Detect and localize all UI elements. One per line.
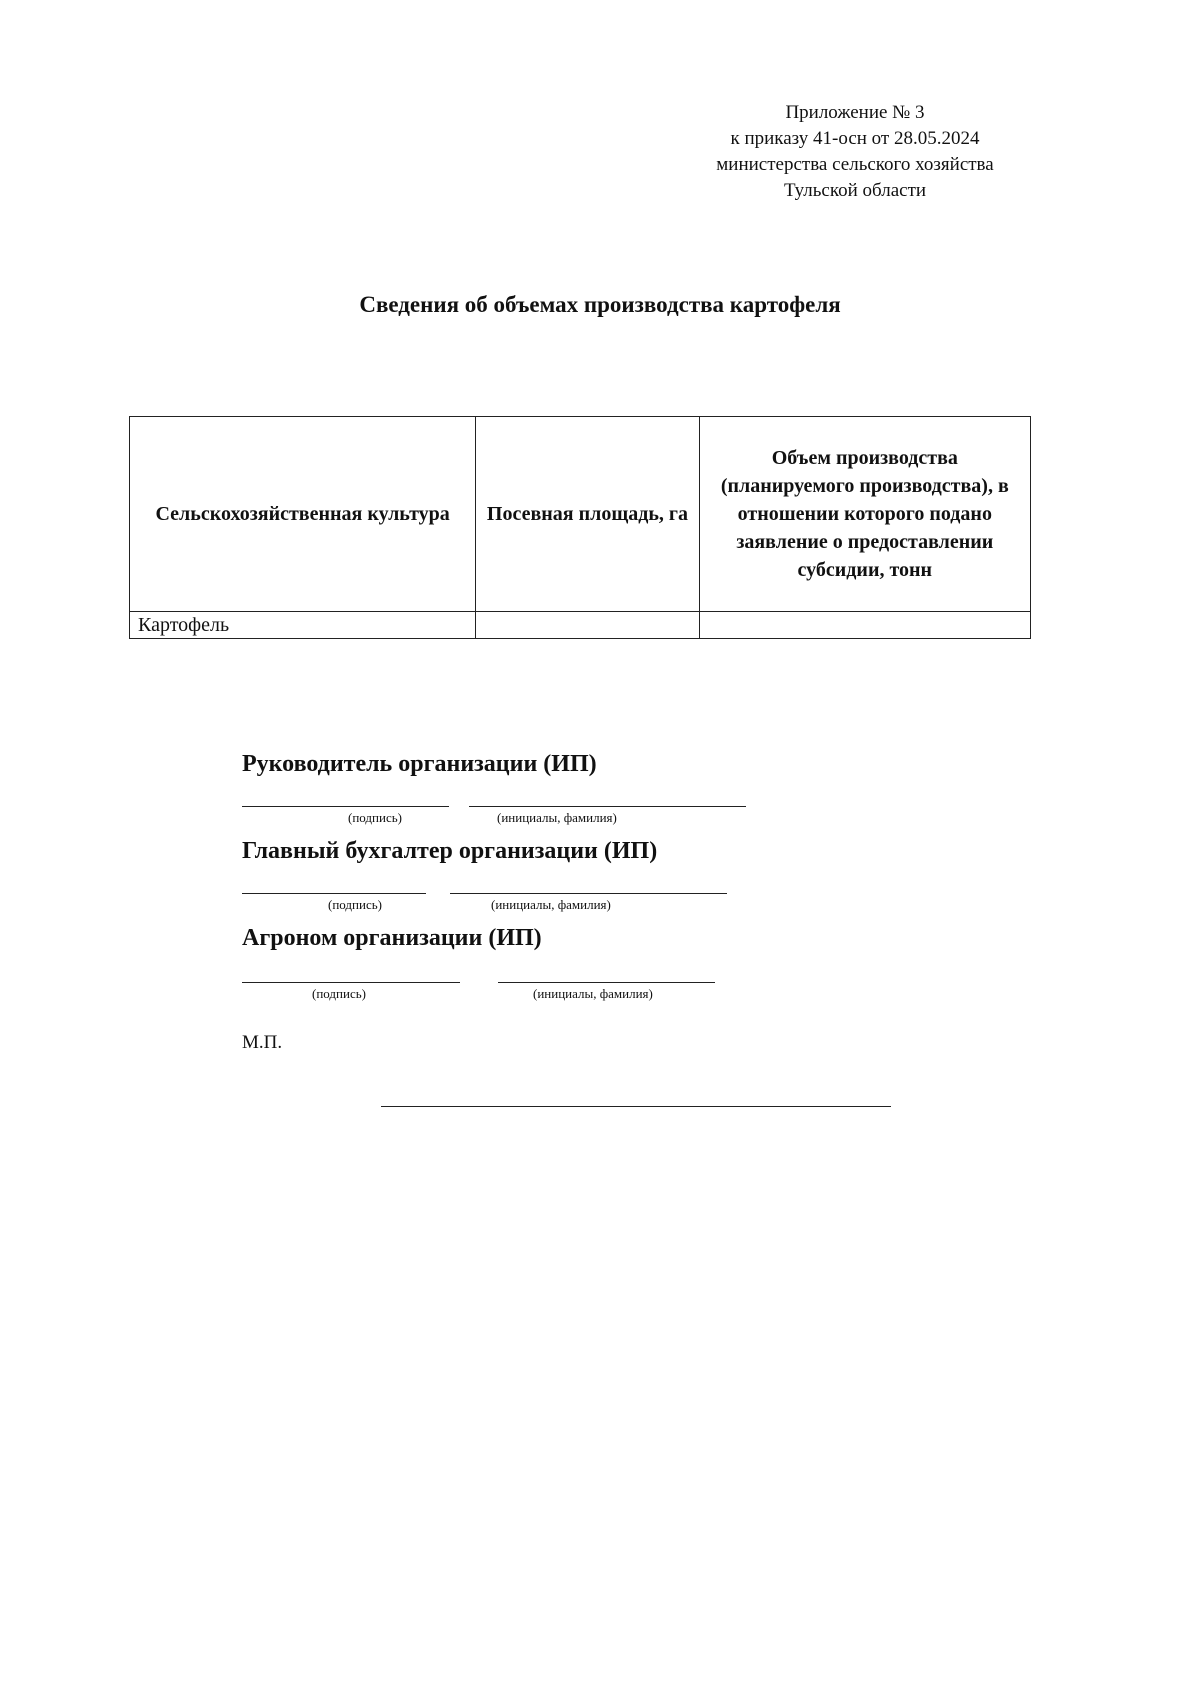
table-header-row (130, 417, 1031, 612)
signature-caption: (подпись) (312, 986, 366, 1001)
signature-block-accountant (242, 838, 657, 865)
signature-block-agronomist (242, 925, 542, 952)
appendix-number: Приложение № 3 (785, 102, 925, 123)
name-line (469, 806, 746, 807)
header-volume: Объем производства (планируемого производства), в отношении которого подано заявление о предоставлении субсидии, тонн (699, 417, 1030, 612)
closing-line (381, 1106, 891, 1107)
name-line (498, 982, 715, 983)
appendix-ministry: министерства сельского хозяйства (716, 154, 994, 175)
signature-line (242, 806, 449, 807)
table-row (130, 612, 1031, 639)
signature-caption: (подпись) (328, 897, 382, 912)
cell-crop: Картофель (130, 612, 476, 639)
signature-title: Агроном организации (ИП) (242, 925, 542, 951)
appendix-order-ref: к приказу 41-осн от 28.05.2024 (730, 128, 980, 149)
signature-caption: (подпись) (348, 810, 402, 825)
header-crop: Сельскохозяйственная культура (130, 417, 476, 612)
name-caption: (инициалы, фамилия) (491, 897, 611, 912)
cell-area (476, 612, 699, 639)
appendix-region: Тульской области (783, 180, 927, 201)
name-caption: (инициалы, фамилия) (497, 810, 617, 825)
signature-line (242, 893, 426, 894)
appendix-header (645, 100, 1065, 204)
signature-title: Руководитель организации (ИП) (242, 751, 597, 777)
document-title: Сведения об объемах производства картофеля (359, 292, 841, 317)
name-caption: (инициалы, фамилия) (533, 986, 653, 1001)
cell-volume (699, 612, 1030, 639)
production-table (129, 416, 1031, 639)
signature-block-director (242, 751, 597, 778)
header-area: Посевная площадь, га (476, 417, 699, 612)
signature-line (242, 982, 460, 983)
stamp-placeholder: М.П. (242, 1032, 283, 1053)
signature-title: Главный бухгалтер организации (ИП) (242, 838, 658, 864)
name-line (450, 893, 727, 894)
